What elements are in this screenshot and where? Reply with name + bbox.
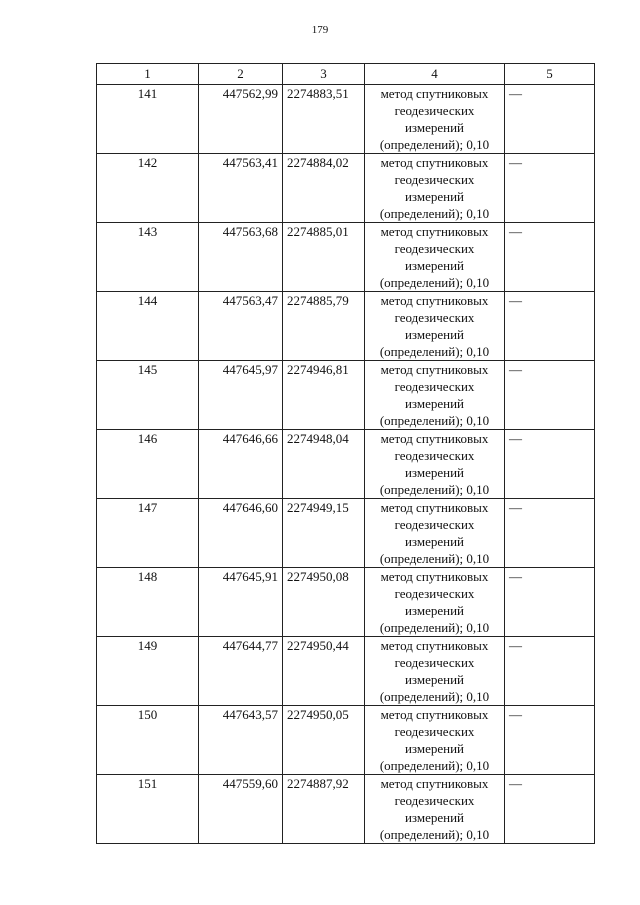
- method-line: измерений: [404, 120, 465, 135]
- table-row: [97, 706, 595, 775]
- method-line: (определений); 0,10: [379, 551, 490, 566]
- column-header-3: 3: [283, 64, 365, 85]
- method-line: геодезических: [394, 724, 475, 739]
- coordinate-y-cell: 2274949,15: [283, 499, 365, 568]
- point-number-cell: 141: [97, 85, 199, 154]
- coordinate-x-cell: 447562,99: [199, 85, 283, 154]
- method-line: измерений: [404, 465, 465, 480]
- method-line: метод спутниковых: [380, 707, 489, 722]
- method-cell: [365, 568, 505, 637]
- method-line: метод спутниковых: [380, 362, 489, 377]
- method-line: (определений); 0,10: [379, 413, 490, 428]
- method-line: геодезических: [394, 655, 475, 670]
- note-cell: —: [505, 430, 595, 499]
- coordinate-y-cell: 2274885,01: [283, 223, 365, 292]
- coordinate-x-cell: 447563,68: [199, 223, 283, 292]
- note-cell: —: [505, 223, 595, 292]
- coordinate-y-cell: 2274883,51: [283, 85, 365, 154]
- method-cell: [365, 430, 505, 499]
- note-cell: —: [505, 361, 595, 430]
- note-cell: —: [505, 499, 595, 568]
- coordinate-x-cell: 447646,60: [199, 499, 283, 568]
- method-cell: [365, 292, 505, 361]
- method-cell: [365, 85, 505, 154]
- point-number-cell: 148: [97, 568, 199, 637]
- point-number-cell: 150: [97, 706, 199, 775]
- coordinate-y-cell: 2274887,92: [283, 775, 365, 844]
- method-line: метод спутниковых: [380, 293, 489, 308]
- method-cell: [365, 637, 505, 706]
- method-line: геодезических: [394, 241, 475, 256]
- method-line: измерений: [404, 603, 465, 618]
- point-number-cell: 151: [97, 775, 199, 844]
- coordinate-y-cell: 2274950,44: [283, 637, 365, 706]
- method-cell: [365, 223, 505, 292]
- table-row: [97, 499, 595, 568]
- coordinate-y-cell: 2274884,02: [283, 154, 365, 223]
- method-line: метод спутниковых: [380, 776, 489, 791]
- method-line: геодезических: [394, 310, 475, 325]
- page-number: 179: [311, 24, 329, 36]
- method-line: метод спутниковых: [380, 155, 489, 170]
- column-header-5: 5: [505, 64, 595, 85]
- method-line: измерений: [404, 396, 465, 411]
- method-cell: [365, 154, 505, 223]
- method-line: измерений: [404, 534, 465, 549]
- note-cell: —: [505, 292, 595, 361]
- table-body: [97, 85, 595, 844]
- coordinate-x-cell: 447643,57: [199, 706, 283, 775]
- method-line: геодезических: [394, 793, 475, 808]
- table-row: [97, 361, 595, 430]
- method-line: метод спутниковых: [380, 431, 489, 446]
- method-line: геодезических: [394, 448, 475, 463]
- point-number-cell: 144: [97, 292, 199, 361]
- method-line: (определений); 0,10: [379, 689, 490, 704]
- table-row: [97, 154, 595, 223]
- point-number-cell: 142: [97, 154, 199, 223]
- method-line: метод спутниковых: [380, 638, 489, 653]
- method-line: (определений); 0,10: [379, 758, 490, 773]
- table-header-row: [97, 64, 595, 85]
- table-row: [97, 430, 595, 499]
- coordinates-table: [96, 63, 595, 844]
- method-line: геодезических: [394, 586, 475, 601]
- note-cell: —: [505, 85, 595, 154]
- note-cell: —: [505, 706, 595, 775]
- column-header-2: 2: [199, 64, 283, 85]
- note-cell: —: [505, 568, 595, 637]
- coordinate-y-cell: 2274946,81: [283, 361, 365, 430]
- method-line: метод спутниковых: [380, 86, 489, 101]
- method-line: геодезических: [394, 379, 475, 394]
- method-line: (определений); 0,10: [379, 206, 490, 221]
- coordinate-x-cell: 447563,47: [199, 292, 283, 361]
- method-cell: [365, 361, 505, 430]
- method-line: измерений: [404, 810, 465, 825]
- coordinate-x-cell: 447646,66: [199, 430, 283, 499]
- coordinate-y-cell: 2274950,08: [283, 568, 365, 637]
- method-line: геодезических: [394, 517, 475, 532]
- point-number-cell: 143: [97, 223, 199, 292]
- method-line: измерений: [404, 189, 465, 204]
- coordinate-x-cell: 447645,97: [199, 361, 283, 430]
- method-line: метод спутниковых: [380, 569, 489, 584]
- point-number-cell: 147: [97, 499, 199, 568]
- method-line: геодезических: [394, 103, 475, 118]
- method-line: метод спутниковых: [380, 224, 489, 239]
- method-cell: [365, 706, 505, 775]
- coordinate-x-cell: 447559,60: [199, 775, 283, 844]
- method-line: измерений: [404, 672, 465, 687]
- coordinate-x-cell: 447645,91: [199, 568, 283, 637]
- note-cell: —: [505, 775, 595, 844]
- coordinate-y-cell: 2274950,05: [283, 706, 365, 775]
- point-number-cell: 149: [97, 637, 199, 706]
- note-cell: —: [505, 154, 595, 223]
- table-row: [97, 637, 595, 706]
- point-number-cell: 145: [97, 361, 199, 430]
- method-line: измерений: [404, 741, 465, 756]
- table-row: [97, 568, 595, 637]
- column-header-4: 4: [365, 64, 505, 85]
- method-line: измерений: [404, 258, 465, 273]
- table-row: [97, 775, 595, 844]
- method-line: (определений); 0,10: [379, 827, 490, 842]
- coordinate-x-cell: 447563,41: [199, 154, 283, 223]
- method-line: (определений); 0,10: [379, 275, 490, 290]
- coordinate-y-cell: 2274948,04: [283, 430, 365, 499]
- method-line: метод спутниковых: [380, 500, 489, 515]
- column-header-1: 1: [97, 64, 199, 85]
- coordinate-x-cell: 447644,77: [199, 637, 283, 706]
- method-line: геодезических: [394, 172, 475, 187]
- table-row: [97, 223, 595, 292]
- method-line: (определений); 0,10: [379, 137, 490, 152]
- table-row: [97, 85, 595, 154]
- method-line: (определений); 0,10: [379, 482, 490, 497]
- method-cell: [365, 775, 505, 844]
- method-line: (определений); 0,10: [379, 344, 490, 359]
- method-line: (определений); 0,10: [379, 620, 490, 635]
- point-number-cell: 146: [97, 430, 199, 499]
- method-cell: [365, 499, 505, 568]
- note-cell: —: [505, 637, 595, 706]
- table-row: [97, 292, 595, 361]
- method-line: измерений: [404, 327, 465, 342]
- coordinate-y-cell: 2274885,79: [283, 292, 365, 361]
